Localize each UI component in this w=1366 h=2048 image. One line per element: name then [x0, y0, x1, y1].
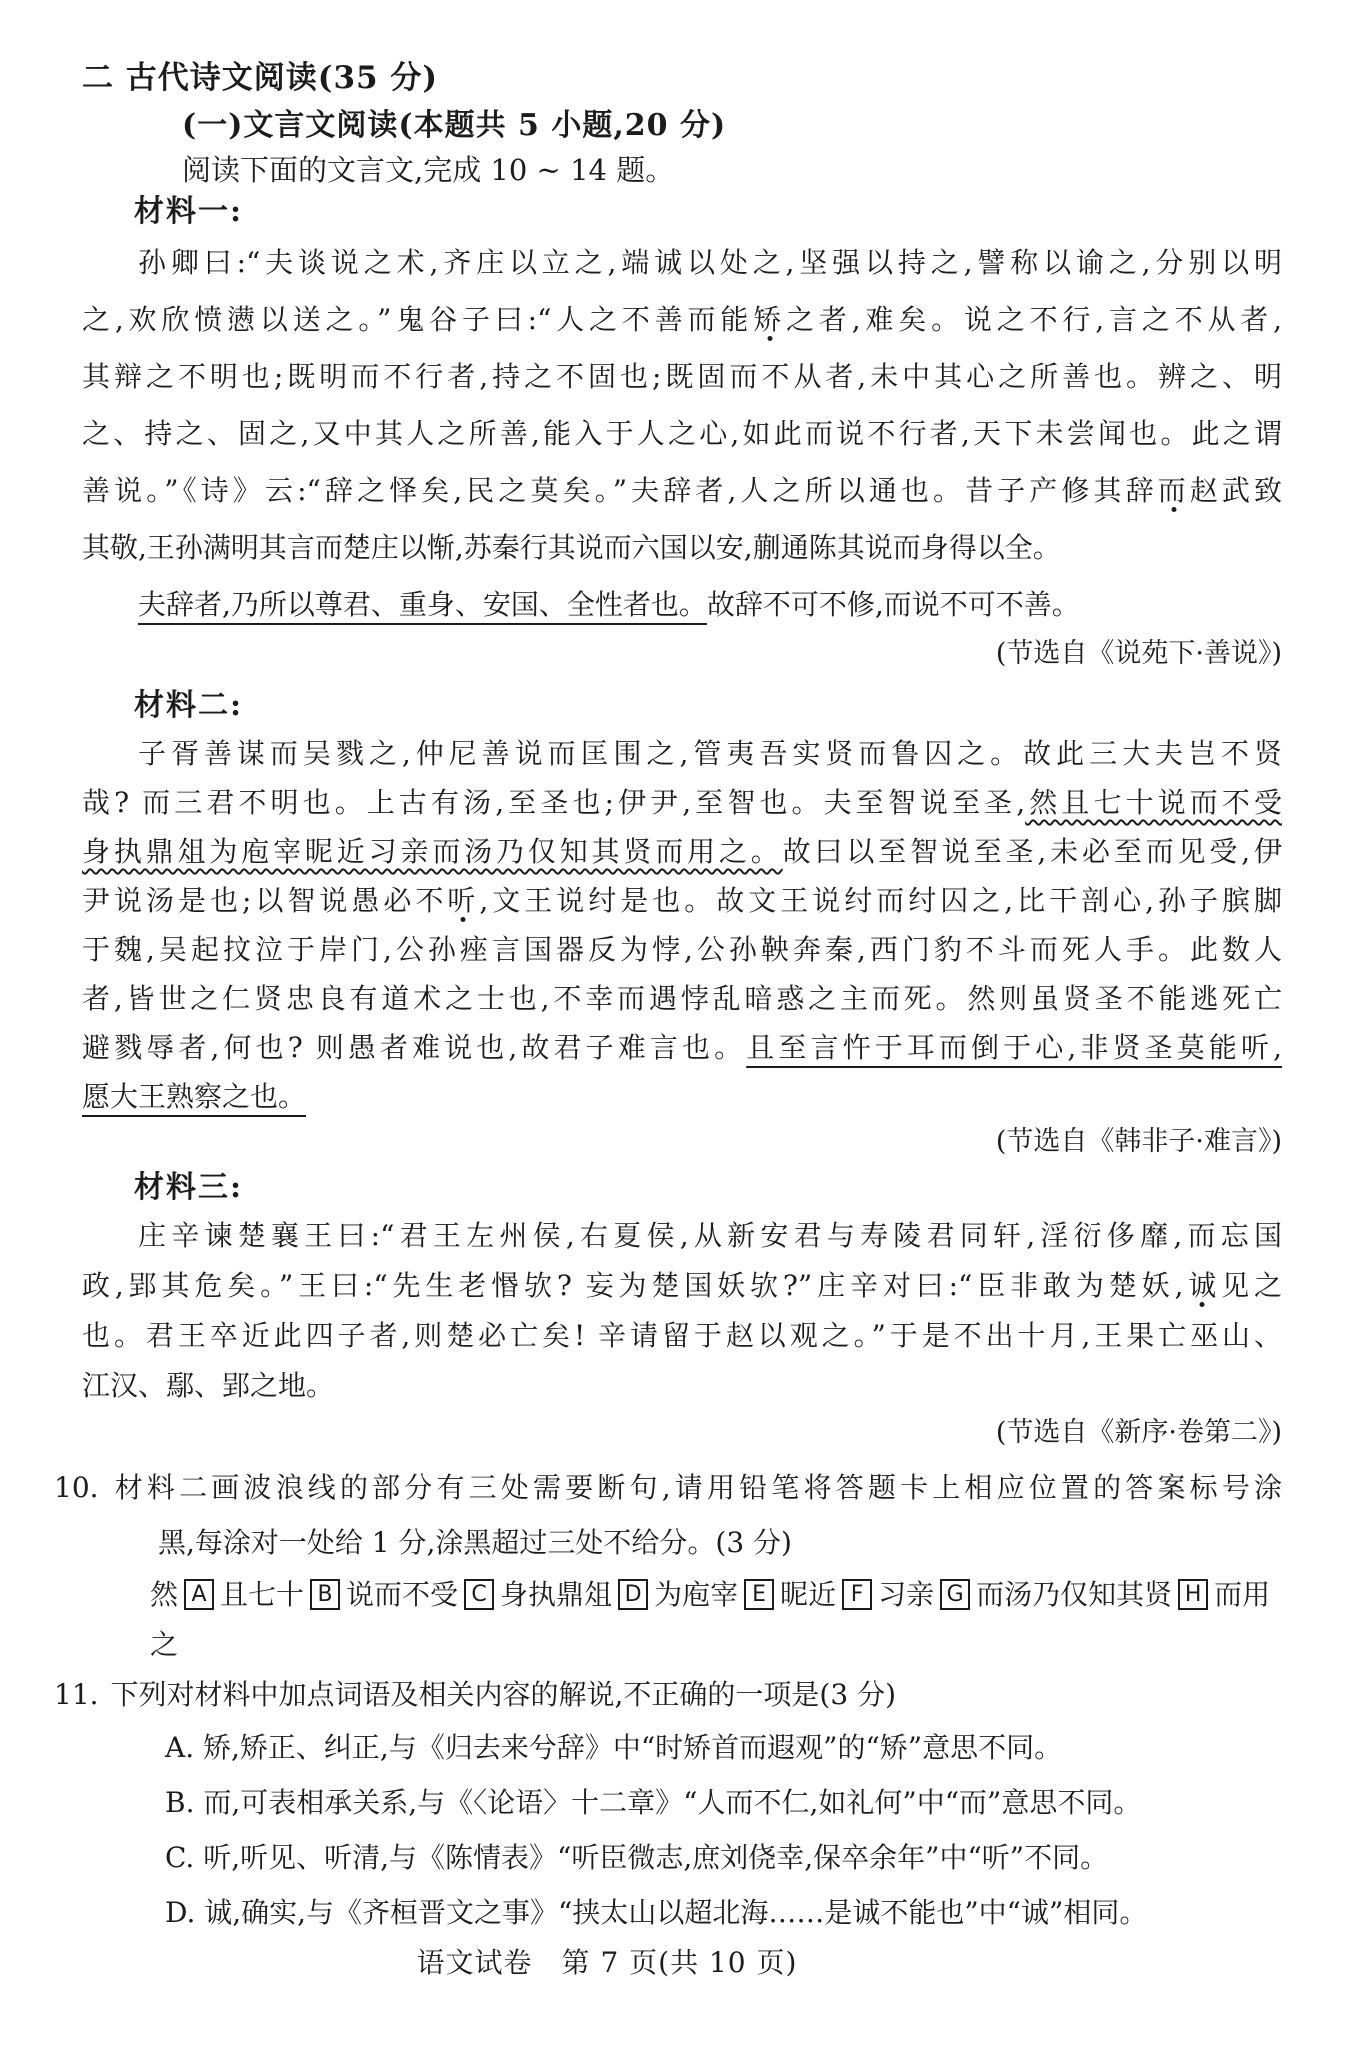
answer-option-a: A. 矫,矫正、纠正,与《归去来兮辞》中“时矫首而遐观”的“矫”意思不同。 [165, 1731, 1063, 1764]
text-segment: 见之 [1221, 1269, 1282, 1302]
text-segment: 之,欢欣愤懑以送之。”鬼谷子曰:“人之不善而能 [82, 303, 754, 336]
emphasis-dot-char: 矫 [753, 303, 787, 336]
question-11 [54, 1670, 1282, 1940]
question-10-line-2 [158, 1515, 1282, 1570]
answer-box-e: E [744, 1579, 774, 1610]
text-segment: 其辩之不明也;既明而不行者,持之不固也;既固而不从者,未中其心之所善也。辨之、明 [82, 360, 1282, 393]
text-segment: 之者,难矣。说之不行,言之不从者, [786, 303, 1283, 336]
text-line [82, 827, 1282, 876]
question-10 [54, 1460, 1282, 1670]
text-line [82, 1072, 1282, 1121]
question-text: 黑,每涂对一处给 1 分,涂黑超过三处不给分。(3 分) [158, 1526, 792, 1559]
text-line [82, 1261, 1282, 1311]
text-line [82, 974, 1282, 1023]
text-segment: 而汤乃仅知其贤 [976, 1578, 1173, 1611]
section-heading: 二 古代诗文阅读(35 分) [82, 60, 439, 96]
material-2-passage [82, 729, 1282, 1121]
passage-intro: 阅读下面的文言文,完成 10 ~ 14 题。 [182, 153, 675, 187]
text-segment: 江汉、鄢、郢之地。 [82, 1369, 335, 1402]
answer-box-h: H [1178, 1579, 1208, 1610]
text-segment: 政,郢其危矣。”王曰:“先生老惽欤? 妄为楚国妖欤?”庄辛对曰:“臣非敢为楚妖, [82, 1269, 1184, 1302]
material-3-label: 材料三: [134, 1170, 244, 1205]
text-segment: 避戮辱者,何也? 则愚者难说也,故君子难言也。 [82, 1031, 747, 1064]
text-segment: 故曰以至智说至圣,未必至而见受,伊 [782, 835, 1282, 868]
text-segment: 然 [150, 1578, 179, 1611]
text-line [82, 291, 1282, 348]
text-line [82, 1361, 1282, 1411]
text-segment: 身执鼎俎 [500, 1578, 613, 1611]
underlined-clause: 且至言忤于耳而倒于心,非贤圣莫能听, [746, 1031, 1283, 1064]
text-segment: 之、持之、固之,又中其人之所善,能入于人之心,如此而说不行者,天下未尝闻也。此之谓 [82, 417, 1282, 450]
material-3-passage [82, 1211, 1282, 1411]
answer-option-b: B. 而,可表相承关系,与《〈论语〉十二章》“人而不仁,如礼何”中“而”意思不同。 [165, 1786, 1142, 1819]
emphasis-dot-char: 诚 [1183, 1269, 1222, 1302]
answer-box-c: C [464, 1579, 494, 1610]
text-segment: 赵武致 [1189, 474, 1282, 507]
text-line [82, 925, 1282, 974]
text-line [82, 576, 1282, 633]
text-segment: 尹说汤是也;以智说愚必不 [82, 884, 448, 917]
text-segment: 说而不受 [346, 1578, 459, 1611]
text-segment: 子胥善谋而吴戮之,仲尼善说而匡围之,管夷吾实贤而鲁囚之。故此三大夫岂不贤 [138, 737, 1282, 770]
sentence-breaking-line [150, 1570, 1282, 1670]
text-segment: 也。君王卒近此四子者,则楚必亡矣! 辛请留于赵以观之。”于是不出十月,王果亡巫山、 [82, 1319, 1282, 1352]
answer-box-b: B [310, 1579, 340, 1610]
text-segment: 者,皆世之仁贤忠良有道术之士也,不幸而遇悖乱暗惑之主而死。然则虽贤圣不能逃死亡 [82, 982, 1282, 1015]
text-segment: 且七十 [220, 1578, 305, 1611]
text-segment: 故辞不可不修,而说不可不善。 [706, 588, 1080, 621]
page-footer: 语文试卷 第 7 页(共 10 页) [416, 1946, 798, 1979]
material-2-label: 材料二: [134, 688, 244, 723]
question-11-stem [54, 1670, 1282, 1720]
text-segment: ,文王说纣是也。故文王说纣而纣囚之,比干剖心,孙子膑脚 [479, 884, 1282, 917]
text-segment: 而用之 [150, 1578, 1271, 1661]
answer-box-a: A [184, 1579, 214, 1610]
wavy-underline-clause: 然且七十说而不受 [1025, 786, 1282, 819]
text-line [82, 778, 1282, 827]
answer-option-d: D. 诚,确实,与《齐桓晋文之事》“挟太山以超北海……是诚不能也”中“诚”相同。 [165, 1896, 1148, 1929]
text-segment: 庄辛谏楚襄王曰:“君王左州侯,右夏侯,从新安君与寿陵君同轩,淫衍侈靡,而忘国 [138, 1219, 1282, 1252]
text-segment: 其敬,王孙满明其言而楚庄以惭,苏秦行其说而六国以安,蒯通陈其说而身得以全。 [82, 531, 1061, 564]
text-segment: 哉? 而三君不明也。上古有汤,至圣也;伊尹,至智也。夫至智说至圣, [82, 786, 1026, 819]
question-number: 11. [54, 1678, 99, 1711]
text-segment: 习亲 [878, 1578, 935, 1611]
question-number: 10. [54, 1471, 99, 1504]
answer-box-f: F [842, 1579, 872, 1610]
text-segment: 善说。”《诗》云:“辞之怿矣,民之莫矣。”夫辞者,人之所以通也。昔子产修其辞 [82, 474, 1158, 507]
question-10-line-1 [54, 1460, 1282, 1515]
text-line [82, 405, 1282, 462]
text-line [82, 1023, 1282, 1072]
text-line [82, 1211, 1282, 1261]
text-line [82, 1311, 1282, 1361]
citation-material-2: (节选自《韩非子·难言》) [995, 1126, 1282, 1157]
emphasis-dot-char: 而 [1157, 474, 1190, 507]
underlined-clause: 愿大王熟察之也。 [82, 1080, 307, 1113]
answer-option-c: C. 听,听见、听清,与《陈情表》“听臣微志,庶刘侥幸,保卒余年”中“听”不同。 [165, 1841, 1109, 1874]
text-line [82, 519, 1282, 576]
underlined-clause: 夫辞者,乃所以尊君、重身、安国、全性者也。 [138, 588, 707, 621]
subsection-heading: (一)文言文阅读(本题共 5 小题,20 分) [182, 108, 727, 143]
text-segment: 为庖宰 [654, 1578, 739, 1611]
text-segment: 孙卿曰:“夫谈说之术,齐庄以立之,端诚以处之,坚强以持之,譬称以谕之,分别以明 [138, 246, 1282, 279]
text-line [82, 348, 1282, 405]
text-line [82, 462, 1282, 519]
answer-box-g: G [940, 1579, 970, 1610]
wavy-underline-clause: 身执鼎俎为庖宰昵近习亲而汤乃仅知其贤而用之。 [82, 835, 783, 868]
text-segment: 于魏,吴起抆泣于岸门,公孙痤言国器反为悖,公孙鞅奔秦,西门豹不斗而死人手。此数人 [82, 933, 1282, 966]
citation-material-1: (节选自《说苑下·善说》) [995, 638, 1282, 669]
text-segment: 昵近 [780, 1578, 837, 1611]
answer-box-d: D [618, 1579, 648, 1610]
question-text: 材料二画波浪线的部分有三处需要断句,请用铅笔将答题卡上相应位置的答案标号涂 [110, 1471, 1282, 1504]
citation-material-3: (节选自《新序·卷第二》) [995, 1417, 1282, 1448]
question-text: 下列对材料中加点词语及相关内容的解说,不正确的一项是(3 分) [110, 1678, 896, 1711]
emphasis-dot-char: 听 [447, 884, 480, 917]
text-line [82, 729, 1282, 778]
text-line [82, 876, 1282, 925]
material-1-passage [82, 234, 1282, 633]
text-line [82, 234, 1282, 291]
material-1-label: 材料一: [134, 194, 244, 229]
